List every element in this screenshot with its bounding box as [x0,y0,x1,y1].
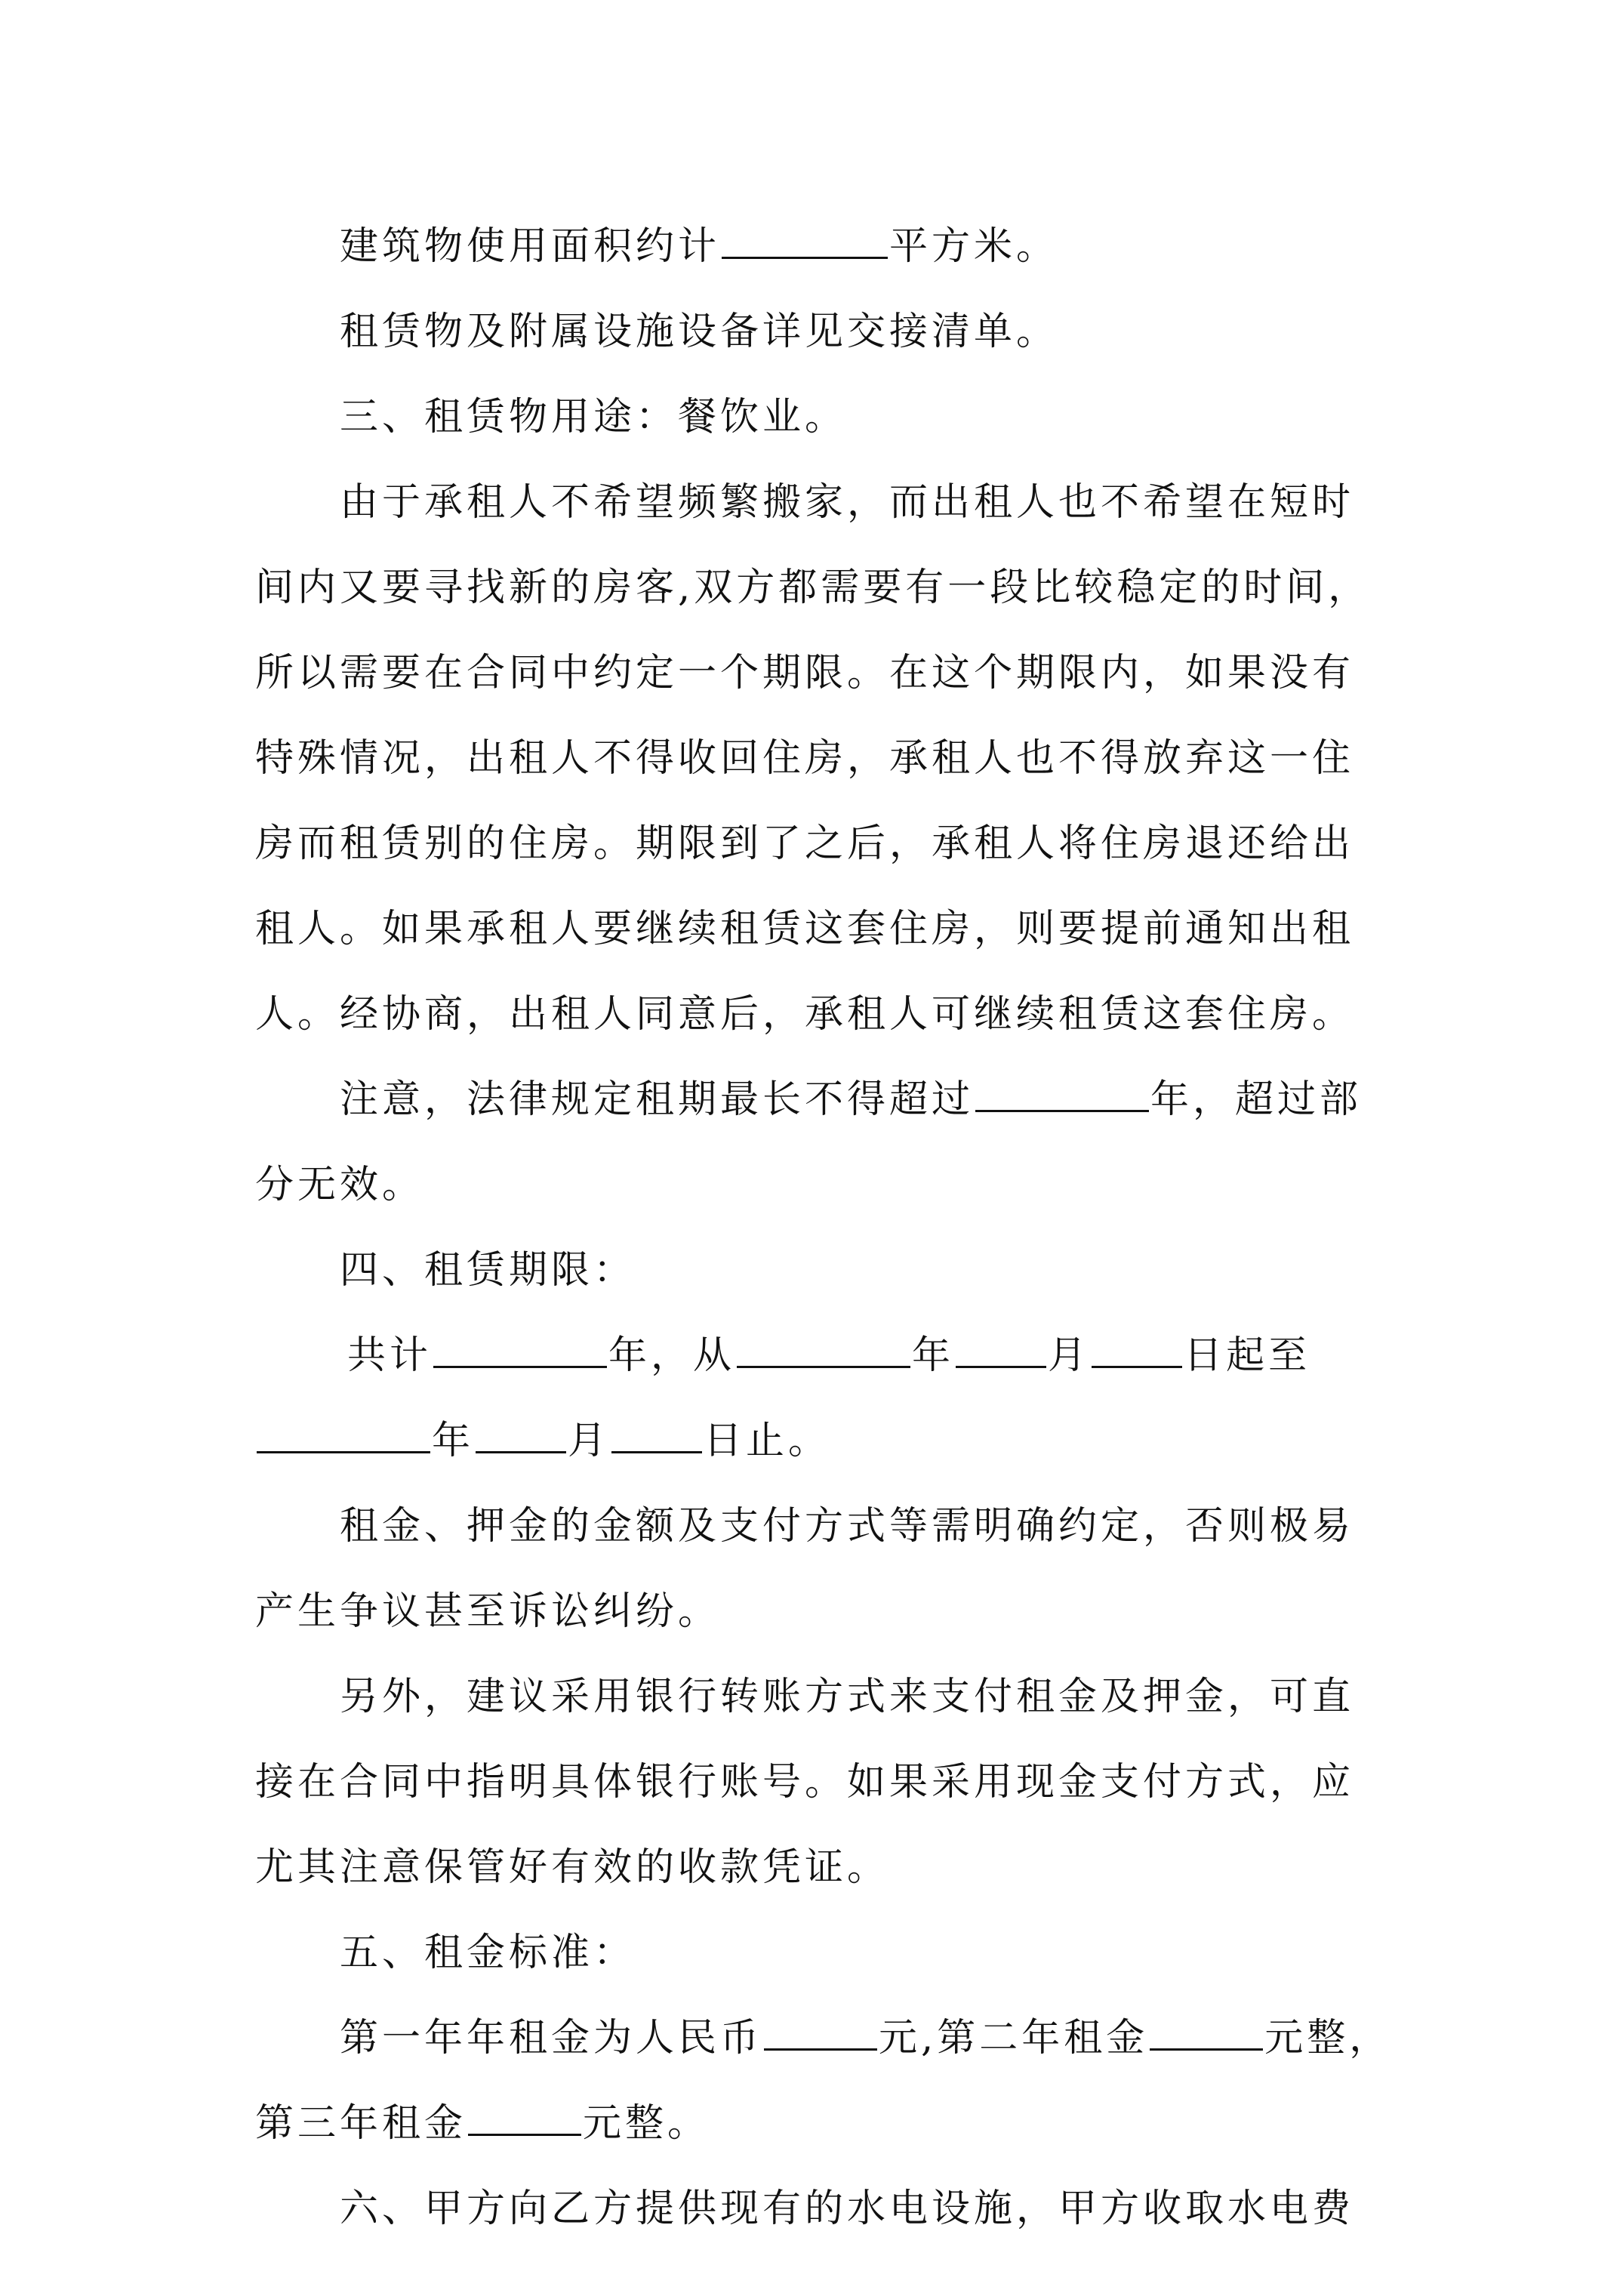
paragraph-line [255,886,1391,972]
paragraph-line [255,972,1391,1057]
text-segment: 共计 [347,1333,433,1378]
text-segment: 建筑物使用面积约计 [340,224,721,269]
paragraph-line [255,1313,1391,1398]
paragraph-line [255,1142,1391,1228]
paragraph-line [255,1569,1391,1654]
fill-in-blank [722,211,888,259]
text-segment: 接在合同中指明具体银行账号。如果采用现金支付方式，应 [255,1760,1355,1804]
text-segment: 日起至 [1184,1333,1311,1378]
fill-in-blank [1150,2003,1263,2051]
text-segment: 三、租赁物用途：餐饮业。 [340,395,848,439]
paragraph-line [255,1996,1391,2081]
text-segment: 元整， [1264,2016,1392,2060]
section-heading [255,1228,1391,1313]
text-segment: 产生争议甚至诉讼纠纷。 [255,1589,721,1634]
text-segment: 年，超过部 [1150,1077,1363,1122]
paragraph-line [255,716,1391,801]
fill-in-blank [737,1321,910,1368]
text-segment: 租赁物及附属设施设备详见交接清单。 [340,310,1059,354]
text-segment: 尤其注意保管好有效的收款凭证。 [255,1845,890,1890]
text-segment: 元,第二年租金 [879,2016,1149,2060]
fill-in-blank [468,2088,581,2136]
paragraph-line [255,289,1391,374]
fill-in-blank [476,1406,566,1453]
text-segment: 特殊情况，出租人不得收回住房，承租人也不得放弃这一住 [255,736,1355,781]
paragraph-line [255,545,1391,630]
fill-in-blank [764,2003,877,2051]
text-segment: 五、租金标准： [340,1931,636,1975]
paragraph-line [255,1057,1391,1142]
text-segment: 租金、押金的金额及支付方式等需明确约定，否则极易 [340,1504,1355,1549]
document-body [255,204,1391,2251]
paragraph-line [255,204,1391,289]
text-segment: 月 [1048,1333,1091,1378]
text-segment: 第一年年租金为人民币 [340,2016,763,2060]
text-segment: 日止。 [704,1419,831,1463]
fill-in-blank [433,1321,607,1368]
text-segment: 房而租赁别的住房。期限到了之后，承租人将住房退还给出 [255,821,1355,866]
paragraph-line [255,1484,1391,1569]
text-segment: 年，从 [608,1333,736,1378]
text-segment: 由于承租人不希望频繁搬家，而出租人也不希望在短时 [340,480,1355,525]
paragraph-line [255,2081,1391,2166]
fill-in-blank [1092,1321,1182,1368]
paragraph-line [255,1654,1391,1740]
text-segment: 人。经协商，出租人同意后，承租人可继续租赁这套住房。 [255,992,1355,1037]
paragraph-line [255,630,1391,716]
section-heading [255,1910,1391,1996]
text-segment: 第三年租金 [255,2101,467,2146]
fill-in-blank [975,1065,1149,1112]
fill-in-blank [956,1321,1046,1368]
paragraph-line [255,1398,1391,1484]
text-segment: 年 [432,1419,475,1463]
text-segment: 平方米。 [889,224,1059,269]
paragraph-line [255,801,1391,886]
paragraph-line [255,1740,1391,1825]
text-segment: 元整。 [583,2101,710,2146]
paragraph-line [255,460,1391,545]
section-heading [255,374,1391,460]
text-segment: 月 [568,1419,611,1463]
text-segment: 分无效。 [255,1163,425,1207]
text-segment: 四、租赁期限： [340,1248,636,1293]
paragraph-line [255,1825,1391,1910]
fill-in-blank [257,1406,430,1453]
fill-in-blank [611,1406,702,1453]
text-segment: 租人。如果承租人要继续租赁这套住房，则要提前通知出租 [255,907,1355,951]
text-segment: 年 [912,1333,955,1378]
text-segment: 六、甲方向乙方提供现有的水电设施，甲方收取水电费 [340,2187,1355,2231]
section-heading [255,2166,1391,2251]
text-segment: 所以需要在合同中约定一个期限。在这个期限内，如果没有 [255,651,1355,695]
text-segment: 另外，建议采用银行转账方式来支付租金及押金，可直 [340,1675,1355,1719]
text-segment: 间内又要寻找新的房客,双方都需要有一段比较稳定的时间， [255,566,1371,610]
text-segment: 注意，法律规定租期最长不得超过 [340,1077,975,1122]
